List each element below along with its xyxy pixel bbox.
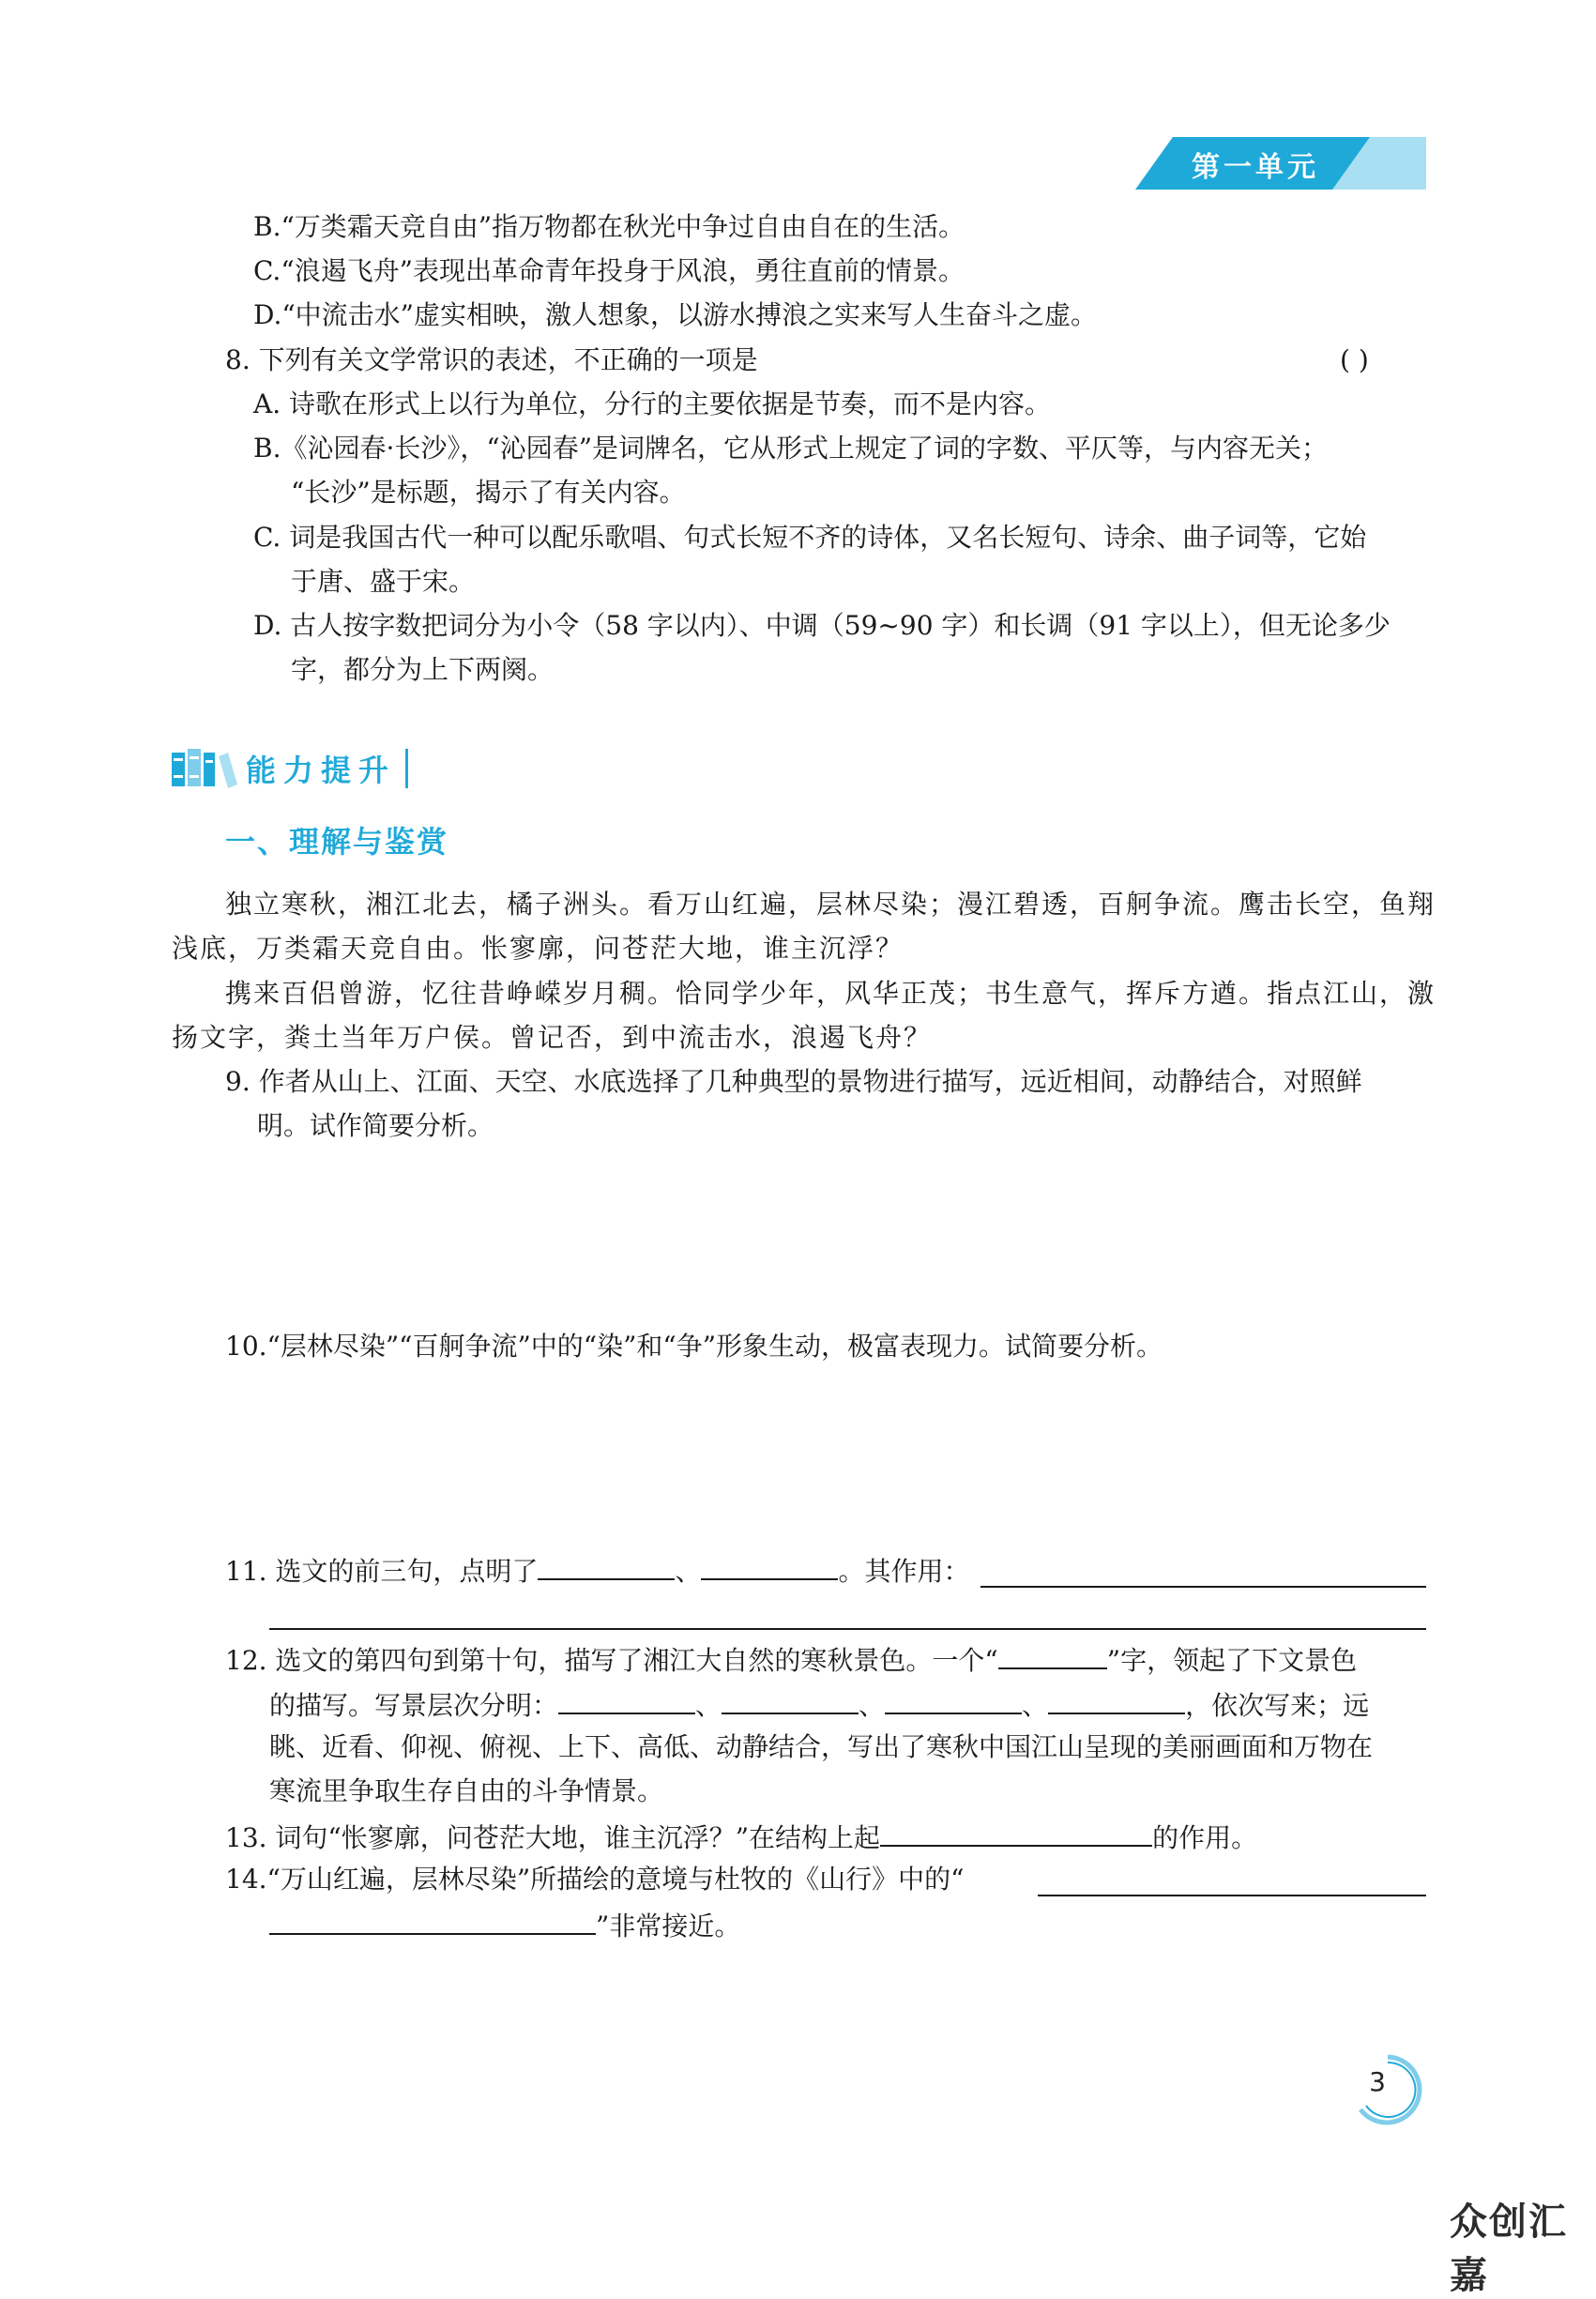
poem-p2-line1: 携来百侣曾游，忆往昔峥嵘岁月稠。恰同学少年，风华正茂；书生意气，挥斥方遒。指点江山，激 (225, 978, 1436, 1009)
q8-option-a: A. 诗歌在形式上以行为单位，分行的主要依据是节奏，而不是内容。 (253, 388, 1052, 419)
unit-label: 第一单元 (1192, 151, 1319, 184)
q12-sep-1: 、 (695, 1690, 722, 1721)
q10-text: 10.“层林尽染”“百舸争流”中的“染”和“争”形象生动，极富表现力。试简要分析。 (225, 1331, 1163, 1362)
q11-answer-line-1[interactable] (980, 1586, 1426, 1588)
q8-option-c-line1: C. 词是我国古代一种可以配乐歌唱、句式长短不齐的诗体，又名长短句、诗余、曲子词等，它始 (253, 522, 1367, 553)
q7-option-d: D.“中流击水”虚实相映，激人想象，以游水搏浪之实来写人生奋斗之虚。 (253, 299, 1097, 330)
q8-option-c-line2: 于唐、盛于宋。 (291, 566, 476, 597)
section-title: 能力提升 (246, 753, 397, 788)
q12-sep-2: 、 (859, 1690, 886, 1721)
q11-line (225, 1550, 969, 1591)
q14-second-line (269, 1905, 740, 1945)
q8-option-b-line1: B.《沁园春·长沙》，“沁园春”是词牌名，它从形式上规定了词的字数、平仄等，与内容无关； (253, 433, 1329, 464)
books-icon (172, 747, 237, 788)
q13-suffix: 的作用。 (1152, 1822, 1258, 1853)
q8-option-d-line1: D. 古人按字数把词分为小令（58 字以内）、中调（59~90 字）和长调（91 字以上），但无论多少 (253, 610, 1391, 641)
subsection-title: 一、理解与鉴赏 (225, 824, 449, 860)
q12-line4: 寒流里争取生存自由的斗争情景。 (269, 1775, 664, 1806)
q12-line1-suffix: ”字，领起了下文景色 (1106, 1645, 1358, 1676)
q8-answer-paren[interactable]: ( ) (1340, 344, 1369, 375)
q9-line2: 明。试作简要分析。 (257, 1110, 494, 1141)
q14-blank[interactable] (269, 1905, 596, 1935)
page-number: 3 (1369, 2066, 1386, 2097)
q8-option-b-line2: “长沙”是标题，揭示了有关内容。 (291, 477, 686, 508)
q13-blank[interactable] (880, 1817, 1152, 1847)
q12-blank-3[interactable] (885, 1684, 1022, 1714)
q11-separator: 、 (675, 1556, 702, 1587)
q12-line1-prefix: 12. 选文的第四句到第十句，描写了湘江大自然的寒秋景色。一个“ (225, 1645, 998, 1676)
q8-option-d-line2: 字，都分为上下两阕。 (291, 654, 555, 685)
q14-prefix: 14.“万山红遍，层林尽染”所描绘的意境与杜牧的《山行》中的“ (225, 1864, 965, 1895)
q7-option-c: C.“浪遏飞舟”表现出革命青年投身于风浪，勇往直前的情景。 (253, 255, 965, 286)
q7-option-b: B.“万类霜天竞自由”指万物都在秋光中争过自由自在的生活。 (253, 211, 965, 242)
q14-prefix-line (225, 1861, 964, 1898)
poem-p1-line1: 独立寒秋，湘江北去，橘子洲头。看万山红遍，层林尽染；漫江碧透，百舸争流。鹰击长空，鱼翔 (225, 889, 1436, 920)
q12-line2 (269, 1684, 1369, 1725)
q14-answer-line-1[interactable] (1038, 1895, 1426, 1896)
q12-line3: 眺、近看、仰视、俯视、上下、高低、动静结合，写出了寒秋中国江山呈现的美丽画面和万物在 (269, 1731, 1374, 1762)
section-divider (405, 749, 408, 788)
q12-blank-2[interactable] (722, 1684, 859, 1714)
q11-blank-1[interactable] (538, 1550, 675, 1580)
q13-prefix: 13. 词句“怅寥廓，问苍茫大地，谁主沉浮？”在结构上起 (225, 1822, 881, 1853)
q12-blank-4[interactable] (1048, 1684, 1185, 1714)
q8-stem: 8. 下列有关文学常识的表述，不正确的一项是 (225, 344, 758, 375)
q11-mid-text: 。其作用： (838, 1556, 970, 1587)
q14-suffix: ”非常接近。 (596, 1911, 741, 1941)
poem-p1-line2: 浅底，万类霜天竞自由。怅寥廓，问苍茫大地，谁主沉浮？ (172, 933, 904, 964)
q11-answer-line-2[interactable] (269, 1628, 1426, 1630)
watermark-logo: 众创汇嘉 (1450, 2200, 1568, 2297)
q13-line (225, 1817, 1257, 1857)
q11-blank-2[interactable] (701, 1550, 838, 1580)
q12-line2-prefix: 的描写。写景层次分明： (269, 1690, 559, 1721)
q12-blank-word[interactable] (998, 1639, 1107, 1669)
q12-line2-suffix: ，依次写来；远 (1185, 1690, 1370, 1721)
q12-line1 (225, 1639, 1357, 1680)
q12-sep-3: 、 (1022, 1690, 1049, 1721)
q9-line1: 9. 作者从山上、江面、天空、水底选择了几种典型的景物进行描写，远近相间，动静结合，对照鲜 (225, 1066, 1362, 1097)
q11-prefix: 11. 选文的前三句，点明了 (225, 1556, 539, 1587)
poem-p2-line2: 扬文字，粪土当年万户侯。曾记否，到中流击水，浪遏飞舟？ (172, 1022, 933, 1053)
q12-blank-1[interactable] (558, 1684, 695, 1714)
